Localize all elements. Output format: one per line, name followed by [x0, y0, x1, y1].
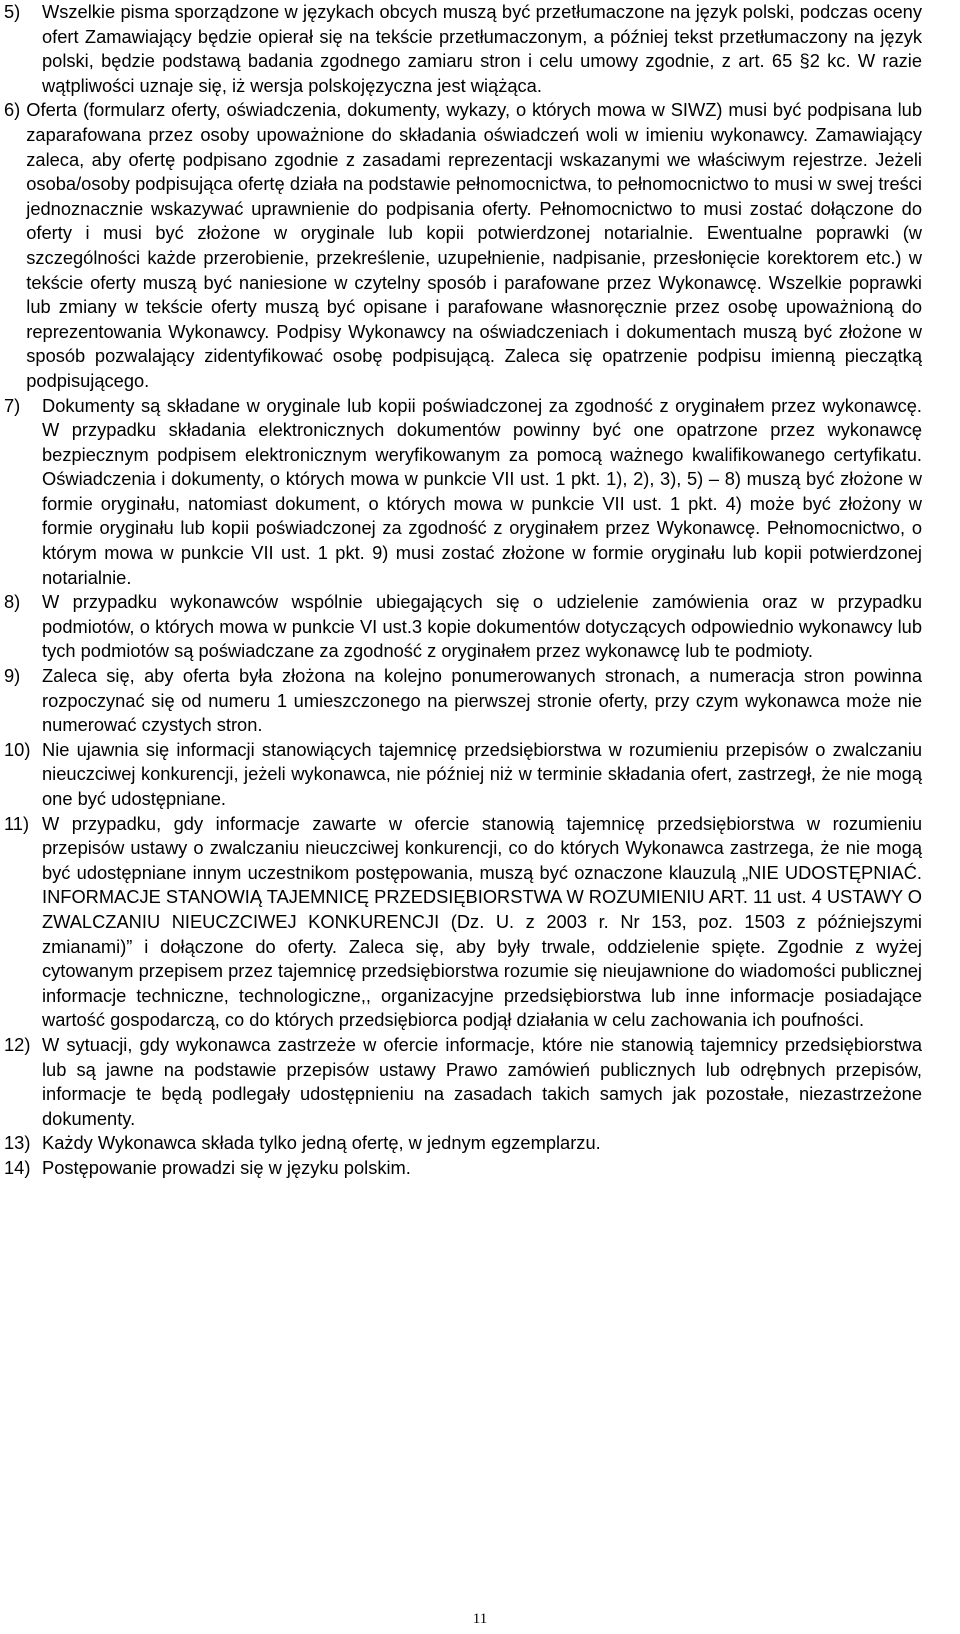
list-item-text: Nie ujawnia się informacji stanowiących tajemnicę przedsiębiorstwa w rozumieniu przepisów o zwalczaniu nieuczciwej konkurencji, jeżeli wykonawca, nie później niż w terminie składania ofert, zastrzegł, że nie mogą one być udostępniane. — [42, 738, 922, 809]
list-item-text: W przypadku, gdy informacje zawarte w ofercie stanowią tajemnicę przedsiębiorstwa w rozumieniu przepisów ustawy o zwalczaniu nieuczciwej konkurencji, co do których Wykonawca zastrzega, że nie mogą być udostępniane innym uczestnikom postępowania, muszą być oznaczone klauzulą „NIE UDOSTĘPNIAĆ. INFORMACJE STANOWIĄ TAJEMNICĘ PRZEDSIĘBIORSTWA W ROZUMIENIU ART. 11 ust. 4 USTAWY O ZWALCZANIU NIEUCZCIWEJ KONKURENCJI (Dz. U. z 2003 r. Nr 153, poz. 1503 z późniejszymi zmianami)” i dołączone do oferty. Zaleca się, aby były trwale, oddzielenie spięte. Zgodnie z wyżej cytowanym przepisem przez tajemnicę przedsiębiorstwa rozumie się nieujawnione do wiadomości publicznej informacje techniczne, technologiczne,, organizacyjne przedsiębiorstwa lub inne informacje posiadające wartość gospodarczą, co do których przedsiębiorca podjął działania w celu zachowania ich poufności. — [42, 812, 922, 1031]
list-item-number: 7) — [4, 394, 21, 416]
list-item-number: 5) — [4, 1, 21, 22]
list-item-text: W przypadku wykonawców wspólnie ubiegających się o udzielenie zamówienia oraz w przypadku podmiotów, o których mowa w punkcie VI ust.3 kopie dokumentów dotyczących odpowiednio wykonawcy lub tych podmiotów są poświadczane za zgodność z oryginałem przez wykonawcę lub te podmioty. — [42, 591, 922, 662]
list-item-6 — [0, 98, 922, 393]
list-item-7 — [0, 394, 922, 591]
list-item-9 — [0, 664, 922, 738]
list-item-14 — [0, 1156, 922, 1181]
list-item-number: 6) — [4, 99, 21, 121]
list-item-text: W sytuacji, gdy wykonawca zastrzeże w ofercie informacje, które nie stanowią tajemnicy przedsiębiorstwa lub są jawne na podstawie przepisów ustawy Prawo zamówień publicznych lub odrębnych przepisów, informacje te będą podlegały udostępnieniu na zasadach takich samych jak pozostałe, niezastrzeżone dokumenty. — [42, 1033, 922, 1129]
list-item-8 — [0, 590, 922, 664]
list-item-11 — [0, 812, 922, 1033]
list-item-number: 11) — [4, 812, 30, 834]
list-item-12 — [0, 1033, 922, 1131]
list-item-13 — [0, 1131, 922, 1156]
list-item-text: Zaleca się, aby oferta była złożona na kolejno ponumerowanych stronach, a numeracja stron powinna rozpoczynać się od numeru 1 umieszczonego na pierwszej stronie oferty, przy czym wykonawca może nie numerować czystych stron. — [42, 665, 922, 736]
list-item-number: 14) — [4, 1156, 31, 1178]
list-item-text: Dokumenty są składane w oryginale lub kopii poświadczonej za zgodność z oryginałem przez wykonawcę. W przypadku składania elektronicznych dokumentów powinny być one opatrzone przez wykonawcę bezpiecznym podpisem elektronicznym weryfikowanym za pomocą ważnego kwalifikowanego certyfikatu. Oświadczenia i dokumenty, o których mowa w punkcie VII ust. 1 pkt. 1), 2), 3), 5) – 8) muszą być złożone w formie oryginału, natomiast dokument, o których mowa w punkcie VII ust. 1 pkt. 4) może być złożony w formie oryginału lub kopii poświadczonej za zgodność z oryginałem przez Wykonawcę. Pełnomocnictwo, o którym mowa w punkcie VII ust. 1 pkt. 9) musi zostać złożone w formie oryginału lub kopii potwierdzonej notarialnie. — [42, 394, 922, 588]
page-number: 11 — [472, 1611, 488, 1627]
list-item-text: Każdy Wykonawca składa tylko jedną ofertę, w jednym egzemplarzu. — [42, 1132, 601, 1154]
list-item-number: 9) — [4, 665, 21, 687]
list-item-number: 12) — [4, 1033, 31, 1055]
list-item-number: 10) — [4, 738, 31, 760]
list-item-5 — [0, 0, 922, 98]
list-item-text: Wszelkie pisma sporządzone w językach obcych muszą być przetłumaczone na język polski, podczas oceny ofert Zamawiający będzie opierał się na tekście przetłumaczonym, a później tekst przetłumaczony na język polski, będzie podstawą badania zgodnego zamiaru stron i celu umowy zgodnie, z art. 65 §2 kc. W razie wątpliwości uznaje się, iż wersja polskojęzyczna jest wiążąca. — [42, 1, 922, 96]
list-item-number: 8) — [4, 591, 21, 613]
list-item-number: 13) — [4, 1132, 31, 1154]
list-item-text: Postępowanie prowadzi się w języku polskim. — [42, 1156, 411, 1178]
list-item-10 — [0, 738, 922, 812]
list-item-text: Oferta (formularz oferty, oświadczenia, dokumenty, wykazy, o których mowa w SIWZ) musi być podpisana lub zaparafowana przez osoby upoważnione do składania oświadczeń woli w imieniu wykonawcy. Zamawiający zaleca, aby ofertę podpisano zgodnie z zasadami reprezentacji wskazanymi we właściwym rejestrze. Jeżeli osoba/osoby podpisująca ofertę działa na podstawie pełnomocnictwa, to pełnomocnictwo to musi w swej treści jednoznacznie wskazywać uprawnienie do podpisania oferty. Pełnomocnictwo to musi zostać dołączone do oferty i musi być złożone w oryginale lub kopii potwierdzonej notarialnie. Ewentualne poprawki (w szczególności każde przerobienie, przekreślenie, uzupełnienie, nadpisanie, przesłonięcie korektorem etc.) w tekście oferty muszą być naniesione w czytelny sposób i parafowane przez Wykonawcę. Wszelkie poprawki lub zmiany w tekście oferty muszą być opisane i parafowane własnoręcznie przez osobę upoważnioną do reprezentowania Wykonawcy. Podpisy Wykonawcy na oświadczeniach i dokumentach muszą być złożone w sposób pozwalający zidentyfikować osobę podpisującą. Zaleca się opatrzenie podpisu imienną pieczątką podpisującego. — [26, 99, 922, 391]
